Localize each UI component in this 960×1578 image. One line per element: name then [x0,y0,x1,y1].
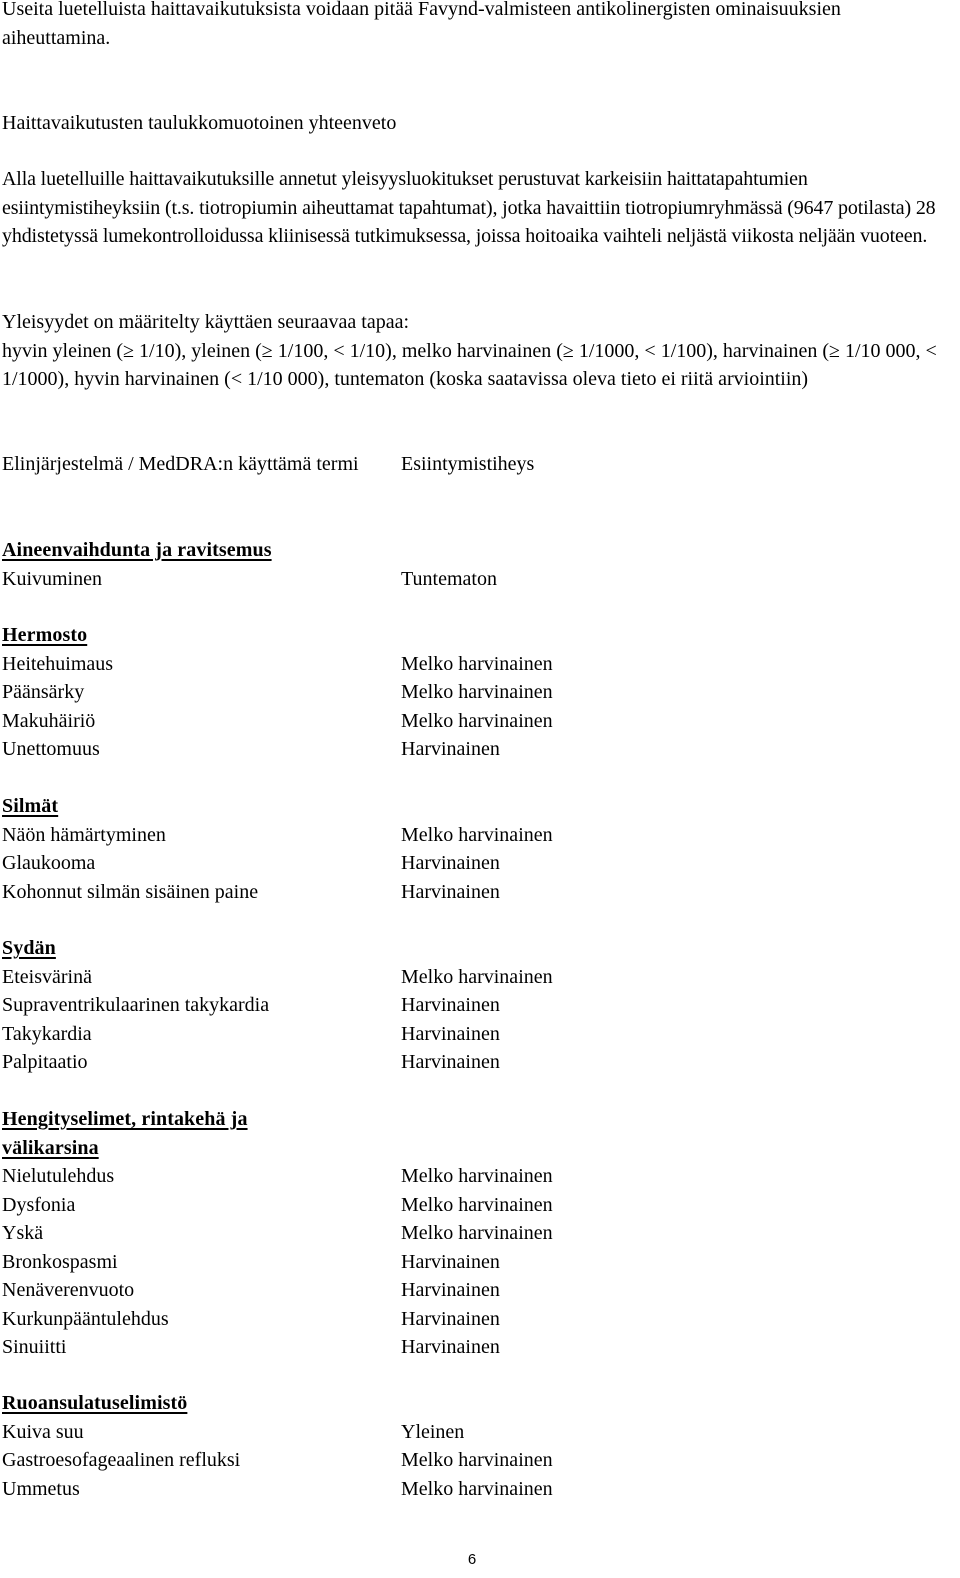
term-cell: Supraventrikulaarinen takykardia [2,994,270,1016]
frequency-cell: Harvinainen [401,852,500,874]
frequency-cell: Melko harvinainen [401,652,553,675]
section-title: Ruoansulatuselimistö [2,1392,188,1414]
page-number: 6 [467,1551,477,1568]
table-row [0,1446,960,1475]
term-cell: Takykardia [2,1022,92,1045]
table-row [0,878,960,907]
frequency-cell: Tuntematon [401,567,497,590]
term-cell: Yskä [2,1222,44,1244]
term-cell: Glaukooma [2,852,96,874]
table-row [0,1305,960,1334]
section-title: Silmät [2,795,59,817]
term-cell: Kohonnut silmän sisäinen paine [2,880,259,903]
definition-text: hyvin yleinen (≥ 1/10), yleinen (≥ 1/100, < 1/10), melko harvinainen (≥ 1/1000, < 1/100), harvinainen (≥ 1/10 000, < 1/1000), hyvin harvinainen (< 1/10 000), tuntematon (koska saatavissa oleva tieto ei riitä arviointiin) [2,339,937,390]
term-cell: Kurkunpääntulehdus [2,1307,169,1330]
section-metabolism [0,536,960,593]
table-row [0,1276,960,1305]
table-row [0,735,960,764]
table-row [0,1162,960,1191]
section-title: Hengityselimet, rintakehä ja välikarsina [2,1108,248,1159]
basis-text: Alla luetelluille haittavaikutuksille annetut yleisyysluokitukset perustuvat karkeisiin haittatapahtumien esiintymistiheyksiin (t.s. tiotropiumin aiheuttamat tapahtumat), jotka havaittiin tiotropiumryhmässä (9647 potilasta) 28 yhdistetyssä lumekontrolloidussa kliinisessä tutkimuksessa, joissa hoitoaika vaihteli neljästä viikosta neljään vuoteen. [2,168,936,247]
table-row [0,707,960,736]
section-heart [0,934,960,1077]
term-cell: Heitehuimaus [2,652,114,675]
frequency-cell: Melko harvinainen [401,709,553,732]
term-cell: Sinuiitti [2,1336,67,1358]
basis-paragraph [2,165,954,251]
section-title: Sydän [2,937,56,959]
table-row [0,1191,960,1220]
table-row [0,1475,960,1504]
table-row [0,991,960,1020]
intro-paragraph: Useita luetelluista haittavaikutuksista voidaan pitää Favynd-valmisteen antikolinergisten ominaisuuksien aiheuttamina. [2,0,841,49]
section-gastrointestinal [0,1389,960,1503]
column-header-term: Elinjärjestelmä / MedDRA:n käyttämä termi [2,453,359,475]
term-cell: Kuivuminen [2,567,102,590]
frequency-cell: Melko harvinainen [401,1449,553,1471]
frequency-cell: Melko harvinainen [401,823,553,846]
table-row [0,849,960,878]
frequency-cell: Harvinainen [401,1051,500,1073]
term-cell: Nenäverenvuoto [2,1279,135,1301]
frequency-cell: Harvinainen [401,1022,500,1045]
term-cell: Bronkospasmi [2,1250,118,1273]
section-nervous-system [0,621,960,764]
frequency-cell: Melko harvinainen [401,681,553,703]
frequency-cell: Melko harvinainen [401,1222,553,1244]
frequency-cell: Harvinainen [401,1336,500,1358]
term-cell: Nielutulehdus [2,1165,115,1187]
definition-intro: Yleisyydet on määritelty käyttäen seuraavaa tapaa: [2,311,410,333]
term-cell: Gastroesofageaalinen refluksi [2,1449,241,1471]
term-cell: Unettomuus [2,738,100,760]
frequency-cell: Harvinainen [401,738,500,760]
term-cell: Makuhäiriö [2,709,96,732]
term-cell: Kuiva suu [2,1420,84,1443]
frequency-cell: Melko harvinainen [401,1193,553,1216]
frequency-cell: Harvinainen [401,994,500,1016]
section-title: Hermosto [2,624,88,646]
frequency-cell: Harvinainen [401,1279,500,1301]
frequency-cell: Melko harvinainen [401,965,553,988]
frequency-cell: Yleinen [401,1420,465,1443]
table-row [0,1333,960,1362]
frequency-definitions [0,308,954,394]
term-cell: Eteisvärinä [2,965,92,988]
term-cell: Näön hämärtyminen [2,823,166,846]
summary-heading: Haittavaikutusten taulukkomuotoinen yhteenveto [2,112,397,134]
column-header-frequency: Esiintymistiheys [401,453,535,475]
frequency-cell: Harvinainen [401,880,500,903]
table-row [0,963,960,992]
section-title: Aineenvaihdunta ja ravitsemus [2,539,272,561]
table-row [0,1048,960,1077]
table-row [0,821,960,850]
term-cell: Dysfonia [2,1193,76,1216]
frequency-cell: Harvinainen [401,1250,500,1273]
table-row [0,650,960,679]
table-row [0,565,960,594]
frequency-cell: Melko harvinainen [401,1165,553,1187]
term-cell: Päänsärky [2,681,85,703]
frequency-cell: Melko harvinainen [401,1477,553,1500]
term-cell: Ummetus [2,1477,80,1500]
table-row [0,1418,960,1447]
frequency-cell: Harvinainen [401,1307,500,1330]
table-row [0,678,960,707]
term-cell: Palpitaatio [2,1051,88,1073]
table-row [0,1248,960,1277]
table-row [0,1020,960,1049]
table-row [0,1219,960,1248]
section-respiratory [0,1105,960,1362]
section-eyes [0,792,960,906]
